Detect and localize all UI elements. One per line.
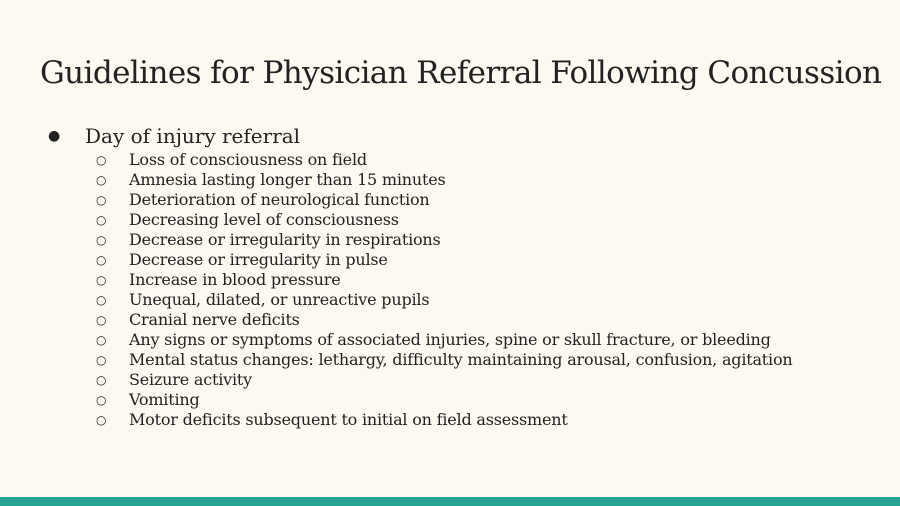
sub-bullet-item bbox=[96, 330, 888, 350]
footer-accent-bar bbox=[0, 497, 900, 506]
hollow-bullet-icon: ○ bbox=[96, 373, 107, 387]
hollow-bullet-icon: ○ bbox=[96, 353, 107, 367]
slide-content bbox=[48, 122, 888, 430]
sub-bullet-text: Mental status changes: lethargy, difficulty maintaining arousal, confusion, agitation bbox=[129, 350, 793, 369]
sub-bullet-item bbox=[96, 350, 888, 370]
sub-bullet-text: Loss of consciousness on field bbox=[129, 150, 367, 169]
hollow-bullet-icon: ○ bbox=[96, 153, 107, 167]
hollow-bullet-icon: ○ bbox=[96, 253, 107, 267]
hollow-bullet-icon: ○ bbox=[96, 173, 107, 187]
sub-bullet-item bbox=[96, 230, 888, 250]
sub-bullet-text: Unequal, dilated, or unreactive pupils bbox=[129, 290, 430, 309]
main-bullet-item bbox=[48, 122, 888, 150]
sub-bullet-item bbox=[96, 270, 888, 290]
hollow-bullet-icon: ○ bbox=[96, 413, 107, 427]
sub-bullet-item bbox=[96, 190, 888, 210]
sub-bullet-item bbox=[96, 310, 888, 330]
sub-bullet-text: Decreasing level of consciousness bbox=[129, 210, 399, 229]
hollow-bullet-icon: ○ bbox=[96, 333, 107, 347]
sub-bullet-text: Motor deficits subsequent to initial on field assessment bbox=[129, 410, 568, 429]
filled-bullet-icon: ● bbox=[48, 128, 61, 144]
sub-bullet-text: Amnesia lasting longer than 15 minutes bbox=[129, 170, 446, 189]
hollow-bullet-icon: ○ bbox=[96, 313, 107, 327]
sub-bullet-text: Seizure activity bbox=[129, 370, 252, 389]
sub-bullet-item bbox=[96, 410, 888, 430]
main-bullet-text: Day of injury referral bbox=[85, 124, 301, 148]
sub-bullet-text: Increase in blood pressure bbox=[129, 270, 341, 289]
sub-bullet-text: Decrease or irregularity in respirations bbox=[129, 230, 441, 249]
sub-bullet-text: Deterioration of neurological function bbox=[129, 190, 430, 209]
sub-bullet-text: Decrease or irregularity in pulse bbox=[129, 250, 388, 269]
hollow-bullet-icon: ○ bbox=[96, 213, 107, 227]
sub-bullet-item bbox=[96, 250, 888, 270]
sub-bullet-text: Cranial nerve deficits bbox=[129, 310, 300, 329]
hollow-bullet-icon: ○ bbox=[96, 193, 107, 207]
sub-bullet-item bbox=[96, 210, 888, 230]
sub-bullet-item bbox=[96, 370, 888, 390]
hollow-bullet-icon: ○ bbox=[96, 293, 107, 307]
sub-bullet-item bbox=[96, 170, 888, 190]
hollow-bullet-icon: ○ bbox=[96, 273, 107, 287]
sub-bullet-text: Any signs or symptoms of associated injuries, spine or skull fracture, or bleeding bbox=[129, 330, 771, 349]
sub-bullet-item bbox=[96, 290, 888, 310]
sub-bullet-item bbox=[96, 390, 888, 410]
sub-bullet-text: Vomiting bbox=[129, 390, 200, 409]
sub-bullet-list bbox=[96, 150, 888, 430]
hollow-bullet-icon: ○ bbox=[96, 233, 107, 247]
sub-bullet-item bbox=[96, 150, 888, 170]
hollow-bullet-icon: ○ bbox=[96, 393, 107, 407]
slide-title: Guidelines for Physician Referral Following Concussion bbox=[40, 55, 882, 91]
